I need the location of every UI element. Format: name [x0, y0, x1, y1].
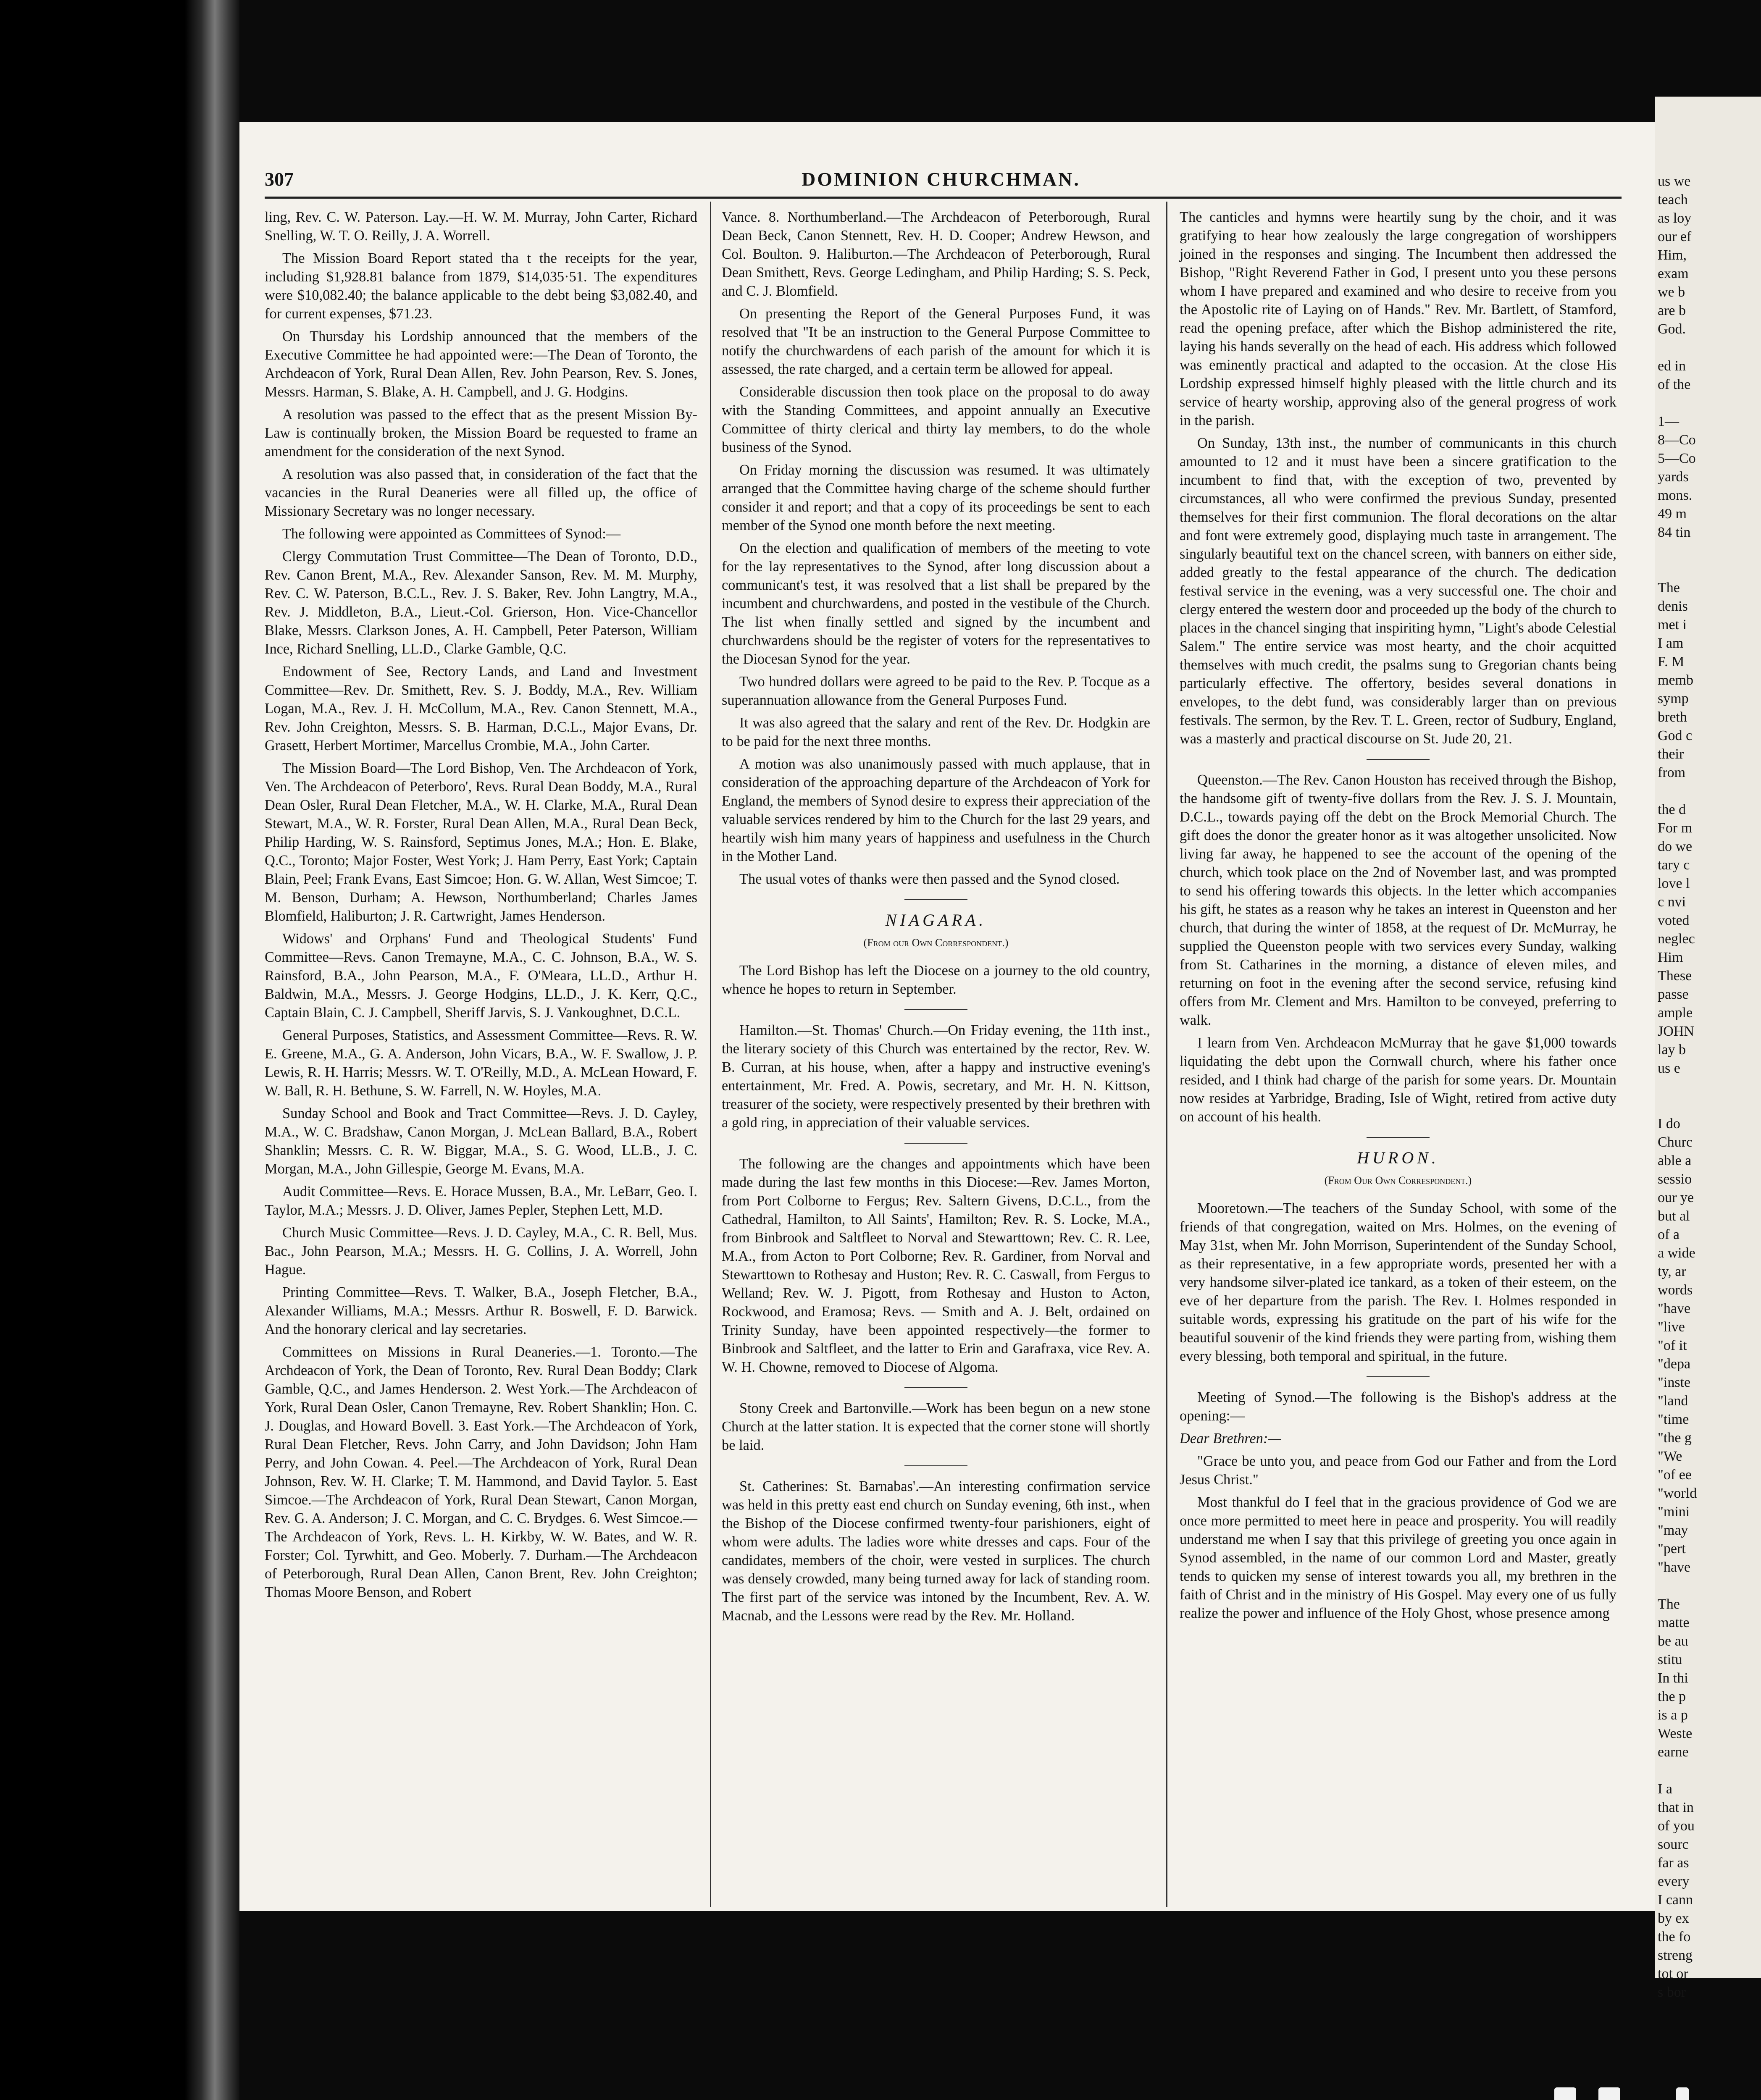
facing-page-line: but al: [1658, 1208, 1690, 1224]
facing-page-line: stitu: [1658, 1652, 1682, 1667]
facing-page-line: ed in: [1658, 358, 1686, 374]
facing-page-line: [1658, 1078, 1758, 1096]
facing-page-line: the d: [1658, 802, 1686, 817]
paragraph: It was also agreed that the salary and rent of the Rev. Dr. Hodgkin are to be paid for the next three months.: [722, 715, 1150, 749]
facing-page-line: ample: [1658, 1005, 1693, 1021]
paragraph: The Lord Bishop has left the Diocese on a journey to the old country, whence he hopes to return in September.: [722, 963, 1150, 997]
facing-page-line: of you: [1658, 1818, 1695, 1834]
salutation: Dear Brethren:—: [1180, 1431, 1281, 1446]
paragraph: A motion was also unanimously passed with much applause, that in consideration of the approaching departure of the Archdeacon of York for England, the members of Synod desire to express their appreciation of the valuable services rendered by him to the Church for the last 29 years, and heartily wish him many years of happiness and usefulness in the Church in the Mother Land.: [722, 756, 1150, 864]
section-heading-niagara: NIAGARA.: [885, 911, 987, 929]
facing-page-line: exam: [1658, 266, 1689, 281]
paragraph: The usual votes of thanks were then passed and the Synod closed.: [739, 871, 1120, 887]
paragraph: Church Music Committee—Revs. J. D. Cayley, M.A., C. R. Bell, Mus. Bac., John Pearson, M.A.; Messrs. H. G. Collins, J. A. Worrell, John Hague.: [265, 1225, 697, 1278]
facing-page-line: us e: [1658, 1060, 1680, 1076]
paragraph: On Friday morning the discussion was resumed. It was ultimately arranged that the Committee having charge of the scheme should further consider it and report; and that a copy of its proceedings be sent to each member of the Synod one month before the next meeting.: [722, 462, 1150, 533]
facing-page-line: "depa: [1658, 1356, 1691, 1372]
facing-page-line: teach: [1658, 192, 1688, 207]
paragraph: I learn from Ven. Archdeacon McMurray that he gave $1,000 towards liquidating the debt upon the Cornwall church, where his father once resided, and I think had charge of the parish for some years. Dr. Mountain now resides at Yarbridge, Brading, Isle of Wight, retired from active duty on account of his health.: [1180, 1035, 1616, 1125]
facing-page-line: "time: [1658, 1412, 1689, 1427]
facing-page-line: breth: [1658, 709, 1687, 725]
paragraph: The following were appointed as Committees of Synod:—: [282, 526, 621, 542]
newspaper-page: [239, 122, 1655, 1911]
facing-page-line: The: [1658, 1596, 1680, 1612]
facing-page-fragments: [1658, 172, 1758, 2002]
facing-page-line: do we: [1658, 839, 1693, 854]
facing-page-line: of a: [1658, 1227, 1680, 1242]
facing-page-line: 49 m: [1658, 506, 1687, 522]
facing-page-line: [1658, 542, 1758, 560]
facing-page-line: neglec: [1658, 931, 1695, 947]
paragraph: The Mission Board Report stated tha t the receipts for the year, including $1,928.81 balance from 1879, $14,035·51. The expenditures were $10,082.40; the balance applicable to the debt being $3,082.40, and for current expenses, $71.23.: [265, 250, 697, 322]
facing-page-line: love l: [1658, 876, 1690, 891]
facing-page-line: denis: [1658, 598, 1688, 614]
facing-page-line: by ex: [1658, 1911, 1689, 1926]
facing-page-line: I do: [1658, 1116, 1680, 1131]
paragraph: On the election and qualification of members of the meeting to vote for the lay representatives to the Synod, after long discussion about a communicant's test, it was resolved that a list shall be prepared by the incumbent and churchwardens, and posted in the vestibule of the Church. The list when finally settled and signed by the incumbent and churchwardens should be the register of voters for the representatives to the Diocesan Synod for the year.: [722, 540, 1150, 667]
section-rule: [904, 1465, 967, 1466]
facing-page-line: passe: [1658, 987, 1689, 1002]
correspondent-line: (From Our Own Correspondent.): [1324, 1174, 1472, 1186]
facing-page-line: "have: [1658, 1301, 1691, 1316]
facing-page-line: mons.: [1658, 488, 1693, 503]
film-mark: [1554, 2087, 1576, 2100]
paragraph: Clergy Commutation Trust Committee—The Dean of Toronto, D.D., Rev. Canon Brent, M.A., Rev. Alexander Sanson, Rev. M. M. Murphy, Rev. C. W. Paterson, B.C.L., Rev. J. S. Baker, Rev. John Langtry, M.A., Rev. J. Middleton, B.A., Lieut.-Col. Grierson, Hon. Vice-Chancellor Blake, Messrs. Clarkson Jones, A. H. Campbell, Peter Paterson, William Ince, Richard Snelling, LL.D., Clarke Gamble, Q.C.: [265, 549, 697, 657]
facing-page-line: "the g: [1658, 1430, 1692, 1446]
paragraph: St. Catherines: St. Barnabas'.—An interesting confirmation service was held in this pretty east end church on Sunday evening, 6th inst., when the Bishop of the Diocese confirmed twenty-four parishioners, eight of whom were adults. The ladies wore white dresses and caps. Four of the candidates, members of the choir, were vested in surplices. The church was densely crowded, many being turned away for lack of standing room. The first part of the service was intoned by the Incumbent, Rev. A. W. Macnab, and the Lessons were read by the Rev. Mr. Holland.: [722, 1478, 1150, 1624]
facing-page-line: memb: [1658, 672, 1693, 688]
film-mark: [1676, 2087, 1689, 2100]
section-rule: [1367, 759, 1430, 760]
facing-page-line: F. M: [1658, 654, 1685, 669]
facing-page-line: These: [1658, 968, 1692, 984]
paragraph: Mooretown.—The teachers of the Sunday School, with some of the friends of that congregation, waited on Mrs. Holmes, on the evening of May 31st, when Mr. John Morrison, Superintendent of the Sunday School, as their representative, in a few appropriate words, presented her with a very handsome silver-plated ice tankard, as a token of their esteem, on the eve of her departure from the parish. The Rev. I. Holmes responded in suitable words, expressing his gratitude on the part of his wife for the beautiful souvenir of the kind friends they were parting from, wishing them every blessing, both temporal and spiritual, in the future.: [1180, 1200, 1616, 1364]
facing-page-line: I cann: [1658, 1892, 1693, 1908]
paragraph: Widows' and Orphans' Fund and Theological Students' Fund Committee—Revs. Canon Tremayne, M.A., C. C. Johnson, B.A., W. S. Rainsford, B.A., John Pearson, M.A., F. O'Meara, LL.D., Arthur H. Baldwin, M.A., Messrs. J. George Hodgins, LL.D., J. K. Kerr, Q.C., Captain Blain, C. J. Campbell, Sheriff Jarvis, S. J. Vankoughnet, D.C.L.: [265, 931, 697, 1021]
facing-page-line: as loy: [1658, 210, 1692, 226]
facing-page-line: we b: [1658, 284, 1685, 300]
facing-page-line: For m: [1658, 820, 1693, 836]
section-rule: [1367, 1376, 1430, 1377]
facing-page-line: ty, ar: [1658, 1264, 1686, 1279]
paragraph: Hamilton.—St. Thomas' Church.—On Friday evening, the 11th inst., the literary society of this Church was entertained by the rector, Rev. W. B. Curran, at his house, when, after a happy and instructive evening's entertainment, Mr. Fred. A. Powis, secretary, and Mr. H. N. Kittson, treasurer of the society, were respectively presented by their brethren with a gold ring, in appreciation of their valuable services.: [722, 1022, 1150, 1131]
facing-page-line: "may: [1658, 1522, 1688, 1538]
film-edge-marks: [1554, 2087, 1756, 2100]
paragraph: The canticles and hymns were heartily sung by the choir, and it was gratifying to hear how zealously the large congregation of worshippers joined in the responses and singing. The Incumbent then addressed the Bishop, "Right Reverend Father in God, I present unto you these persons whom I have prepared and examined and who desire to receive from you the Apostolic rite of Laying on of Hands." Rev. Mr. Bartlett, of Stamford, read the opening preface, after which the Bishop administered the rite, laying his hands severally on the head of each. His address which followed was eminently practical and adapted to the occasion. At the close His Lordship expressed himself highly pleased with the little church and its service of hearty worship, approving also of the general progress of work in the parish.: [1180, 209, 1616, 428]
facing-page-line: a wide: [1658, 1245, 1695, 1261]
section-rule: [904, 1143, 967, 1144]
facing-page-line: JOHN: [1658, 1024, 1694, 1039]
paragraph: On presenting the Report of the General Purposes Fund, it was resolved that "It be an instruction to the General Purpose Committee to notify the churchwardens of each parish of the amount for which it is assessed, the rate charged, and a certain term be allowed for appeal.: [722, 306, 1150, 377]
column-1: [265, 208, 697, 1909]
facing-page-line: streng: [1658, 1948, 1693, 1963]
facing-page-line: far as: [1658, 1855, 1689, 1871]
paragraph: Stony Creek and Bartonville.—Work has been begun on a new stone Church at the latter station. It is expected that the corner stone will shortly be laid.: [722, 1400, 1150, 1453]
section-heading-huron: HURON.: [1357, 1148, 1439, 1167]
facing-page-line: Him: [1658, 950, 1683, 965]
facing-page-line: In thi: [1658, 1670, 1688, 1686]
facing-page-line: [1658, 1761, 1758, 1780]
facing-page-line: 8—Co: [1658, 432, 1696, 448]
section-rule: [904, 899, 967, 900]
facing-page-line: every: [1658, 1874, 1690, 1889]
facing-page-line: "inste: [1658, 1375, 1691, 1390]
facing-page-line: "mini: [1658, 1504, 1690, 1520]
paragraph: Queenston.—The Rev. Canon Houston has received through the Bishop, the handsome gift of twenty-five dollars from the Rev. J. S. J. Mountain, D.C.L., towards paying off the debt on the Brock Memorial Church. The gift does the donor the greater honor as it was altogether unsolicited. Now living far away, he happened to see the account of the opening of the church, which took place on the 2nd of November last, and was prompted to send his offering towards this objects. In the letter which accompanies his gift, he states as a reason why he takes an interest in Queenston and her church, that during the winter of 1858, at the request of Dr. McMurray, he supplied the Queenston people with two services every Sunday, walking from St. Catharines in the morning, a distance of eleven miles, and returning on foot in the evening after the second service, refusing kind offers from Mr. Clement and Mrs. Hamilton to be conveyed, preferring to walk.: [1180, 772, 1616, 1028]
paragraph: General Purposes, Statistics, and Assessment Committee—Revs. R. W. E. Greene, M.A., G. A. Anderson, John Vicars, B.A., W. F. Swallow, J. P. Lewis, R. H. Harris; Messrs. W. T. O'Reilly, M.D., A. McLean Howard, F. W. Ball, R. H. Bethune, S. W. Farrell, N. W. Hoyles, M.A.: [265, 1027, 697, 1099]
facing-page-line: words: [1658, 1282, 1693, 1298]
paragraph: Most thankful do I feel that in the gracious providence of God we are once more permitted to meet here in peace and prosperity. You will readily understand me when I say that this privilege of greeting you once again in Synod assembled, in the name of our common Lord and Master, greatly tends to quicken my sense of interest towards you all, my brethren in the faith of Christ and in the ministry of His Gospel. May every one of us fully realize the power and influence of the Holy Ghost, whose presence among: [1180, 1494, 1616, 1621]
correspondent-line: (From our Own Correspondent.): [863, 937, 1009, 949]
page-header: [265, 168, 1617, 206]
facing-page-line: tary c: [1658, 857, 1690, 873]
facing-page-line: "live: [1658, 1319, 1685, 1335]
paragraph: Sunday School and Book and Tract Committee—Revs. J. D. Cayley, M.A., W. C. Bradshaw, Canon Morgan, J. McLean Ballard, B.A., Robert Shanklin; Messrs. C. R. W. Biggar, M.A., S. G. Wood, LL.B., J. C. Morgan, M.A., John Gillespie, George M. Evans, M.A.: [265, 1105, 697, 1177]
paragraph: Printing Committee—Revs. T. Walker, B.A., Joseph Fletcher, B.A., Alexander Williams, M.A.; Messrs. Arthur R. Boswell, F. D. Barwick. And the honorary clerical and lay secretaries.: [265, 1284, 697, 1337]
facing-page-line: able a: [1658, 1153, 1692, 1168]
page-number: 307: [265, 168, 294, 190]
facing-page-line: be au: [1658, 1633, 1688, 1649]
facing-page-line: their: [1658, 746, 1684, 762]
facing-page-line: lay b: [1658, 1042, 1686, 1058]
column-separator: [710, 202, 711, 1907]
facing-page-line: God.: [1658, 321, 1686, 337]
facing-page-line: 84 tin: [1658, 525, 1691, 540]
section-rule: [1367, 1137, 1430, 1138]
header-rule: [265, 197, 1622, 199]
facing-page-line: symp: [1658, 691, 1689, 706]
facing-page-line: is a p: [1658, 1707, 1688, 1723]
facing-page-line: us we: [1658, 173, 1691, 189]
facing-page-line: sessio: [1658, 1171, 1692, 1187]
facing-page-line: of the: [1658, 377, 1691, 392]
facing-page-edge: [1655, 97, 1761, 2000]
column-separator: [1166, 202, 1167, 1907]
facing-page-line: sourc: [1658, 1837, 1689, 1852]
facing-page-line: earne: [1658, 1744, 1689, 1760]
column-3: [1180, 208, 1616, 1909]
facing-page-line: voted: [1658, 913, 1690, 928]
facing-page-line: that in: [1658, 1800, 1694, 1815]
facing-page-line: our ye: [1658, 1190, 1694, 1205]
section-rule: [904, 1009, 967, 1010]
facing-page-line: I a: [1658, 1781, 1672, 1797]
facing-page-line: "world: [1658, 1486, 1697, 1501]
facing-page-line: [1658, 1096, 1758, 1115]
facing-page-line: the fo: [1658, 1929, 1691, 1945]
facing-page-line: s bor: [1658, 1984, 1686, 2000]
paragraph: Vance. 8. Northumberland.—The Archdeacon of Peterborough, Rural Dean Beck, Canon Stennett, Rev. H. D. Cooper; Andrew Hewson, and Col. Boulton. 9. Haliburton.—The Archdeacon of Peterborough, Rural Dean Smithett, Revs. George Ledingham, and Philip Harding; S. S. Peck, and C. J. Blomfield.: [722, 209, 1150, 299]
paragraph: On Sunday, 13th inst., the number of communicants in this church amounted to 12 and it must have been a sincere gratification to the incumbent to find that, with the exception of two, prevented by circumstances, all who were confirmed the previous Sunday, presented themselves for their first communion. The floral decorations on the altar and font were extremely good, displaying much taste in arrangement. The singularly beautiful text on the chancel screen, with banners on either side, added greatly to the festal appearance of the church. The dedication festival service in the evening, was a very successful one. The choir and clergy entered the western door and proceeded up the body of the church to places in the chancel singing that inspiriting hymn, "Light's abode Celestial Salem." The entire service was most hearty, and the choir acquitted themselves with much credit, the psalms sung to Gregorian chants being particularly effective. The offertory, besides several donations in envelopes, to the debt fund, was considerably larger than on previous festivals. The sermon, by the Rev. T. L. Green, rector of Sudbury, England, was a masterly and practical discourse on St. Jude 20, 21.: [1180, 435, 1616, 747]
facing-page-line: "pert: [1658, 1541, 1686, 1557]
facing-page-line: yards: [1658, 469, 1689, 485]
book-binding: [185, 0, 239, 2100]
paragraph: Meeting of Synod.—The following is the Bishop's address at the opening:—: [1180, 1389, 1616, 1424]
facing-page-line: from: [1658, 765, 1686, 780]
paragraph: A resolution was passed to the effect that as the present Mission By-Law is continually broken, the Mission Board be requested to frame an amendment for the consideration of the next Synod.: [265, 407, 697, 459]
facing-page-line: c nvi: [1658, 894, 1686, 910]
facing-page-line: "We: [1658, 1449, 1682, 1464]
paragraph: Audit Committee—Revs. E. Horace Mussen, B.A., Mr. LeBarr, Geo. I. Taylor, M.A.; Messrs. J. D. Oliver, James Pepler, Stephen Lett, M.D.: [265, 1184, 697, 1218]
facing-page-line: "of ee: [1658, 1467, 1692, 1483]
film-mark: [1598, 2087, 1620, 2100]
facing-page-line: met i: [1658, 617, 1687, 633]
facing-page-line: Weste: [1658, 1726, 1693, 1741]
section-rule: [904, 1387, 967, 1388]
paragraph: On Thursday his Lordship announced that the members of the Executive Committee he had appointed were:—The Dean of Toronto, the Archdeacon of York, Rural Dean Allen, Rev. John Pearson, Rev. S. Jones, Messrs. Harman, S. Blake, A. H. Campbell, and J. G. Hodgins.: [265, 328, 697, 400]
paragraph: Endowment of See, Rectory Lands, and Land and Investment Committee—Rev. Dr. Smithett, Rev. S. J. Boddy, M.A., Rev. William Logan, M.A., Rev. J. H. McCollum, M.A., Rev. Canon Stennett, M.A., Rev. John Creighton, Messrs. S. B. Harman, D.C.L., Major Evans, Dr. Grasett, Herbert Mortimer, Marcellus Crombie, M.A., John Carter.: [265, 664, 697, 753]
paragraph: Two hundred dollars were agreed to be paid to the Rev. P. Tocque as a superannuation allowance from the General Purposes Fund.: [722, 674, 1150, 708]
paragraph: ling, Rev. C. W. Paterson. Lay.—H. W. M. Murray, John Carter, Richard Snelling, W. T. O. Reilly, J. A. Worrell.: [265, 209, 697, 244]
paragraph: The following are the changes and appointments which have been made during the last few months in this Diocese:—Rev. James Morton, from Port Colborne to Fergus; Rev. Saltern Givens, D.C.L., from the Cathedral, Hamilton, to All Saints', Hamilton; Rev. R. S. Locke, M.A., from Binbrook and Saltfleet to Norval and Stewarttown; Rev. C. R. Lee, M.A., from Acton to Port Colborne; Rev. R. Gardiner, from Norval and Stewarttown to Rothesay and Huston; Rev. R. C. Caswall, from Fergus to Welland; Rev. W. J. Pigott, from Rothesay and Huston to Acton, Rockwood, and Eramosa; Revs. — Smith and A. J. Belt, ordained on Trinity Sunday, have been appointed respectively—the former to Binbrook and Saltfleet, and the latter to Erin and Garafraxa, vice Rev. A. W. H. Chowne, removed to Diocese of Algoma.: [722, 1156, 1150, 1375]
paragraph: A resolution was also passed that, in consideration of the fact that the vacancies in the Rural Deaneries were all filled up, the office of Missionary Secretary was no longer necessary.: [265, 466, 697, 519]
facing-page-line: [1658, 1577, 1758, 1595]
facing-page-line: Him,: [1658, 247, 1687, 263]
masthead: DOMINION CHURCHMAN.: [802, 168, 1080, 190]
facing-page-line: [1658, 339, 1758, 357]
paragraph: "Grace be unto you, and peace from God our Father and from the Lord Jesus Christ.": [1180, 1453, 1616, 1488]
paragraph: Considerable discussion then took place on the proposal to do away with the Standing Committees, and appoint annually an Executive Committee of thirty clerical and thirty lay members, to do the whole business of the Synod.: [722, 384, 1150, 455]
facing-page-line: I am: [1658, 635, 1684, 651]
facing-page-line: Churc: [1658, 1134, 1693, 1150]
facing-page-line: [1658, 560, 1758, 579]
scan-border-left: [0, 0, 185, 2100]
facing-page-line: are b: [1658, 303, 1686, 318]
facing-page-line: 5—Co: [1658, 451, 1696, 466]
facing-page-line: tot or: [1658, 1966, 1688, 1982]
facing-page-line: The: [1658, 580, 1680, 596]
facing-page-line: matte: [1658, 1615, 1690, 1630]
facing-page-line: our ef: [1658, 229, 1692, 244]
facing-page-line: the p: [1658, 1689, 1686, 1704]
facing-page-line: "have: [1658, 1559, 1691, 1575]
facing-page-line: "land: [1658, 1393, 1688, 1409]
paragraph: Committees on Missions in Rural Deaneries.—1. Toronto.—The Archdeacon of York, the Dean of Toronto, Rev. Rural Dean Boddy; Clark Gamble, Q.C., and James Henderson. 2. West York.—The Archdeacon of York, Rural Dean Osler, Canon Tremayne, Rev. Robert Shanklin; Hon. C. J. Douglas, and Howard Bovell. 3. East York.—The Archdeacon of York, Rural Dean Fletcher, Revs. John Carry, and John Davidson; John Ham Perry, and John Cowan. 4. Peel.—The Archdeacon of York, Rural Dean Johnson, Rev. W. H. Clarke; T. M. Hammond, and David Taylor. 5. East Simcoe.—The Archdeacon of York, Rural Dean Stewart, Canon Morgan, Rev. G. A. Anderson; J. C. Morgan, and C. C. Brydges. 6. West Simcoe.—The Archdeacon of York, Revs. L. H. Kirkby, W. W. Bates, and W. R. Forster; Col. Tyrwhitt, and Geo. Moberly. 7. Durham.—The Archdeacon of Peterborough, Rural Dean Allen, Canon Brent, Rev. John Creighton; Thomas Moore Benson, and Robert: [265, 1344, 697, 1600]
facing-page-line: 1—: [1658, 414, 1679, 429]
facing-page-line: "of it: [1658, 1338, 1687, 1353]
facing-page-line: [1658, 782, 1758, 801]
facing-page-line: God c: [1658, 728, 1693, 743]
facing-page-line: [1658, 394, 1758, 412]
paragraph: The Mission Board—The Lord Bishop, Ven. The Archdeacon of York, Ven. The Archdeacon of Peterboro', Revs. Rural Dean Boddy, M.A., Rural Dean Osler, Rural Dean Fletcher, M.A., W. H. Clarke, M.A., Rural Dean Stewart, M.A., W. R. Forster, Rural Dean Allen, M.A., Rural Dean Beck, Philip Harding, W. S. Rainsford, Septimus Jones, M.A.; Hon. E. Blake, Q.C., Toronto; Major Foster, West York; J. Ham Perry, East York; Captain Blain, Peel; Frank Evans, East Simcoe; Hon. G. W. Allan, West Simcoe; T. M. Benson, Durham; A. Hewson, Northumberland; Charles James Blomfield, Haliburton; J. R. Cartwright, James Henderson.: [265, 760, 697, 924]
column-2: [722, 208, 1150, 1909]
